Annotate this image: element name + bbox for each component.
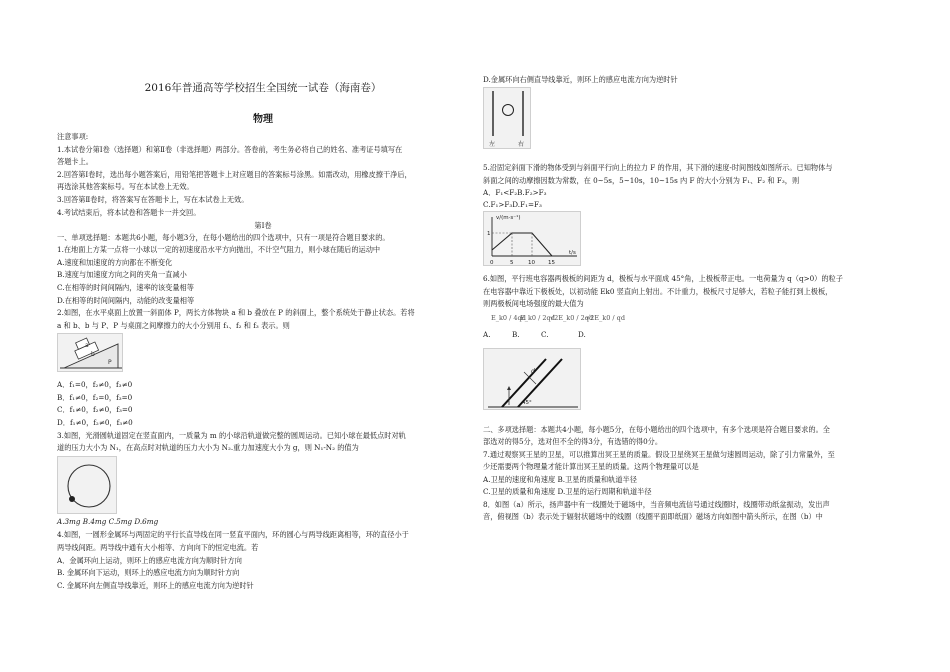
note-line: 再选涂其他答案标号。写在本试卷上无效。 — [57, 182, 194, 191]
q5-velocity-time-graph — [483, 211, 581, 266]
note-line: 答题卡上。 — [57, 157, 93, 166]
q6-formula: E_k0 / 2qd — [520, 314, 555, 322]
section2-instructions: 二、多项选择题：本题共4小题，每小题5分，在每小题给出的四个选项中，有多个选项是符合题目要求的。全 — [483, 425, 830, 434]
q4-option: C. 金属环向左侧直导线靠近，则环上的感应电流方向为逆时针 — [57, 581, 254, 590]
q7-options: A.卫星的速度和角速度 B.卫星的质量和轨道半径 — [483, 475, 637, 484]
figure-label-p: P — [108, 359, 112, 366]
vt-tick-x: 5 — [510, 260, 514, 266]
q4-option: A．金属环向上运动，则环上的感应电流方向为顺时针方向 — [57, 556, 242, 565]
q4-stem: 4.如图，一圆形金属环与两固定的平行长直导线在同一竖直平面内，环的圆心与两导线距离相等，环的直径小于 — [57, 530, 409, 539]
q2-stem: 2.如图，在水平桌面上放置一斜面体 P，两长方体物块 a 和 b 叠放在 P 的斜面上，整个系统处于静止状态。若将 — [57, 308, 415, 317]
q4-option: B. 金属环向下运动，则环上的感应电流方向为顺时针方向 — [57, 568, 240, 577]
note-line: 3.回答第Ⅱ卷时，将答案写在答题卡上，写在本试卷上无效。 — [57, 195, 249, 204]
wire-label-right: 右 — [518, 141, 525, 148]
vt-tick-x: 0 — [490, 260, 494, 266]
vt-tick-x: 15 — [548, 260, 555, 266]
q7-stem: 少还需要两个物理量才能计算出冥王星的质量。这两个物理量可以是 — [483, 462, 699, 471]
q7-stem: 7.通过观察冥王星的卫星，可以推算出冥王星的质量。假设卫星绕冥王星做匀速圆周运动，除了引力常量外，至 — [483, 450, 835, 459]
q6-option-label: A. — [483, 330, 491, 339]
q5-stem: 5.沿固定斜面下滑的物体受到与斜面平行向上的拉力 F 的作用，其下滑的速度-时间图线如图所示。已知物体与 — [483, 163, 833, 172]
note-line: 2.回答第Ⅰ卷时，选出每小题答案后，用铅笔把答题卡上对应题目的答案标号涂黑。如需改动，用橡皮擦干净后， — [57, 170, 412, 179]
q6-stem: 在电容器中靠近下极板处，以初动能 Ek0 竖直向上射出。不计重力，极板尺寸足够大，若粒子能打到上极板， — [483, 287, 833, 296]
part1-heading: 第Ⅰ卷 — [254, 221, 272, 230]
q3-stem: 道的压力大小为 N₁，在高点时对轨道的压力大小为 N₂.重力加速度大小为 g，则 N₁-N₂ 的值为 — [57, 443, 359, 452]
q2-option: A．f₁=0，f₂≠0，f₃≠0 — [57, 380, 133, 389]
inclined-capacitor-diagram — [484, 349, 582, 411]
q3-options: A.3mg B.4mg C.5mg D.6mg — [57, 517, 159, 526]
notes-heading: 注意事项: — [57, 132, 89, 141]
q2-stem: a 和 b、b 与 P、P 与桌面之间摩擦力的大小分别用 f₁、f₂ 和 f₃ 表示。则 — [57, 321, 290, 330]
section2-instructions: 部选对的得5分，选对但不全的得3分，有选错的得0分。 — [483, 437, 663, 446]
parallel-wires-diagram — [484, 88, 532, 150]
subject-title: 物理 — [253, 114, 273, 125]
q7-options: C.卫星的质量和角速度 D.卫星的运行周期和轨道半径 — [483, 487, 652, 496]
q8-stem: 音，俯视图（b）表示处于辐射状磁场中的线圈（线圈平面即纸面）磁场方向如图中箭头所示，在图（b）中 — [483, 512, 823, 521]
wire-label-left: 左 — [489, 141, 496, 148]
q6-stem: 6.如图，平行班电容器两极板的间距为 d，极板与水平面成 45°角，上极板带正电。一电荷量为 q（q>0）的粒子 — [483, 274, 843, 283]
q4-stem: 两导线间距。两导线中通有大小相等、方向向下的恒定电流。若 — [57, 543, 259, 552]
q3-circular-track-figure — [57, 456, 117, 514]
q2-option: C．f₁≠0，f₂≠0，f₃=0 — [57, 405, 133, 414]
q1-option: A.速度和加速度的方向都在不断变化 — [57, 258, 173, 267]
q5-stem: 斜面之间的动摩擦因数为常数，在 0~5s，5~10s，10~15s 内 F 的大小分别为 F₁、F₂ 和 F₃，则 — [483, 176, 800, 185]
q6-formula: √2E_k0 / qd — [586, 314, 625, 322]
circular-track-diagram — [58, 457, 118, 515]
q6-capacitor-figure — [483, 348, 581, 410]
vt-tick-x: 10 — [528, 260, 535, 266]
vt-tick-y: 1 — [487, 231, 491, 237]
q6-option-label: D. — [578, 330, 586, 339]
q8-stem: 8．如图（a）所示，扬声器中有一线圈处于磁场中，当音频电流信号通过线圈时，线圈带动纸盆振动，发出声 — [483, 500, 830, 509]
q1-stem: 1.在地面上方某一点将一小球以一定的初速度沿水平方向抛出，不计空气阻力，则小球在随后的运动中 — [57, 245, 381, 254]
q6-option-label: C. — [541, 330, 549, 339]
q2-option: B．f₁≠0，f₂=0，f₃=0 — [57, 393, 133, 402]
q6-option-label: B. — [512, 330, 520, 339]
q6-stem: 则两极板间电场强度的最大值为 — [483, 299, 584, 308]
figure-label-angle: 45° — [522, 400, 532, 406]
q6-formula: E_k0 / 4qd — [491, 314, 526, 322]
incline-diagram — [58, 334, 124, 373]
figure-label-a: a — [85, 342, 89, 349]
q5-option: C.F₁>F₃D.F₁=F₃ — [483, 200, 542, 209]
q4-wires-figure — [483, 87, 531, 149]
q3-stem: 3.如图，光滑圆轨道固定在竖直面内，一质量为 m 的小球沿轨道做完整的圆周运动。已知小球在最低点时对轨 — [57, 431, 406, 440]
figure-label-d: d — [531, 368, 535, 375]
q6-formula: √2E_k0 / 2qd — [550, 314, 594, 322]
q5-option: A．F₁<F₂B.F₂>F₃ — [483, 188, 547, 197]
note-line: 4.考试结束后，将本试卷和答题卡一并交回。 — [57, 208, 201, 217]
vt-ylabel: v/(m·s⁻¹) — [496, 215, 521, 221]
q2-incline-figure — [57, 333, 123, 372]
figure-label-b: b — [91, 351, 95, 358]
q2-option: D．f₁≠0，f₂≠0，f₃≠0 — [57, 418, 133, 427]
vt-xlabel: t/s — [569, 250, 576, 256]
vt-graph — [484, 212, 582, 267]
q4-option: D.金属环向右侧直导线靠近，则环上的感应电流方向为逆时针 — [483, 75, 678, 84]
q1-option: D.在相等的时间间隔内，动能的改变量相等 — [57, 296, 195, 305]
section1-instructions: 一、单项选择题：本题共6小题，每小题3分，在每小题给出的四个选项中，只有一项是符合题目要求的。 — [57, 233, 390, 242]
note-line: 1.本试卷分第Ⅰ卷（选择题）和第Ⅱ卷（非选择题）两部分。答卷前，考生务必将自己的姓名、准考证号填写在 — [57, 145, 403, 154]
q1-option: C.在相等的时间间隔内，速率的该变量相等 — [57, 283, 194, 292]
exam-title: 2016年普通高等学校招生全国统一试卷（海南卷） — [144, 82, 382, 94]
q1-option: B.速度与加速度方向之间的夹角一直减小 — [57, 270, 187, 279]
